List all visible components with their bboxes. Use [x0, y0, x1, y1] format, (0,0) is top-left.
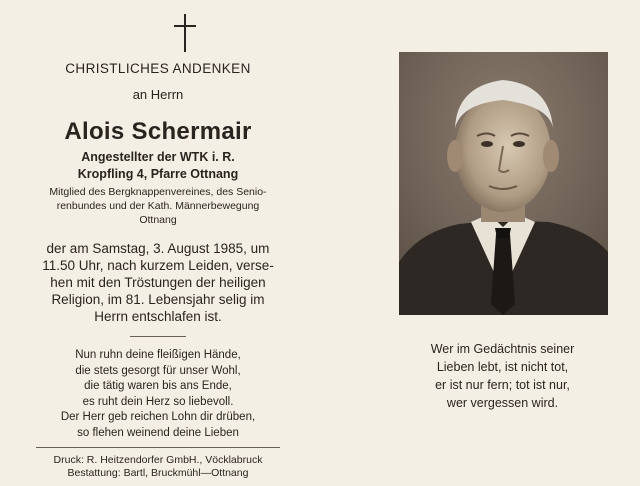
cross-vertical-bar — [184, 14, 186, 52]
notice-line: Herrn entschlafen ist. — [94, 309, 222, 324]
notice-line: 11.50 Uhr, nach kurzem Leiden, verse- — [42, 258, 274, 273]
notice-line: Religion, im 81. Lebensjahr selig im — [51, 292, 265, 307]
memorial-poem — [36, 348, 280, 441]
poem-line: es ruht dein Herz so liebevoll. — [82, 395, 234, 408]
card-header: CHRISTLICHES ANDENKEN — [65, 61, 251, 76]
notice-line: der am Samstag, 3. August 1985, um — [46, 241, 270, 256]
print-credits — [36, 454, 280, 480]
quote-line: wer vergessen wird. — [446, 396, 559, 410]
portrait-photo — [399, 52, 608, 315]
poem-line: die stets gesorgt für unser Wohl, — [75, 364, 241, 377]
poem-line: so flehen weinend deine Lieben — [77, 426, 239, 439]
death-notice-text — [36, 240, 280, 325]
quote-line: er ist nur fern; tot ist nur, — [435, 378, 570, 392]
poem-line: Nun ruhn deine fleißigen Hände, — [75, 349, 241, 361]
deceased-role: Angestellter der WTK i. R. — [81, 150, 235, 164]
credit-line: Druck: R. Heitzendorfer GmbH., Vöcklabruck — [53, 454, 263, 466]
deceased-name: Alois Schermair — [64, 118, 252, 145]
membership-text — [36, 185, 280, 227]
divider-long — [36, 447, 280, 448]
poem-line: die tätig waren bis ans Ende, — [84, 380, 232, 392]
an-herrn-line: an Herrn — [132, 87, 184, 102]
membership-line: Ottnang — [139, 214, 177, 226]
deceased-address: Kropfling 4, Pfarre Ottnang — [77, 167, 239, 181]
credit-line: Bestattung: Bartl, Bruckmühl—Ottnang — [67, 467, 249, 479]
notice-line: hen mit den Tröstungen der heiligen — [50, 275, 266, 290]
quote-line: Lieben lebt, ist nicht tot, — [436, 360, 569, 374]
poem-line: Der Herr geb reichen Lohn dir drüben, — [60, 411, 256, 423]
cross-icon — [174, 14, 198, 52]
membership-line: Mitglied des Bergknappenvereines, des Senio- — [49, 186, 267, 198]
portrait-illustration — [399, 52, 608, 315]
cross-horizontal-bar — [174, 25, 196, 27]
memorial-quote — [380, 340, 625, 412]
quote-line: Wer im Gedächtnis seiner — [430, 342, 575, 356]
membership-line: renbundes und der Kath. Männerbewegung — [56, 200, 260, 212]
divider-short — [130, 336, 186, 337]
